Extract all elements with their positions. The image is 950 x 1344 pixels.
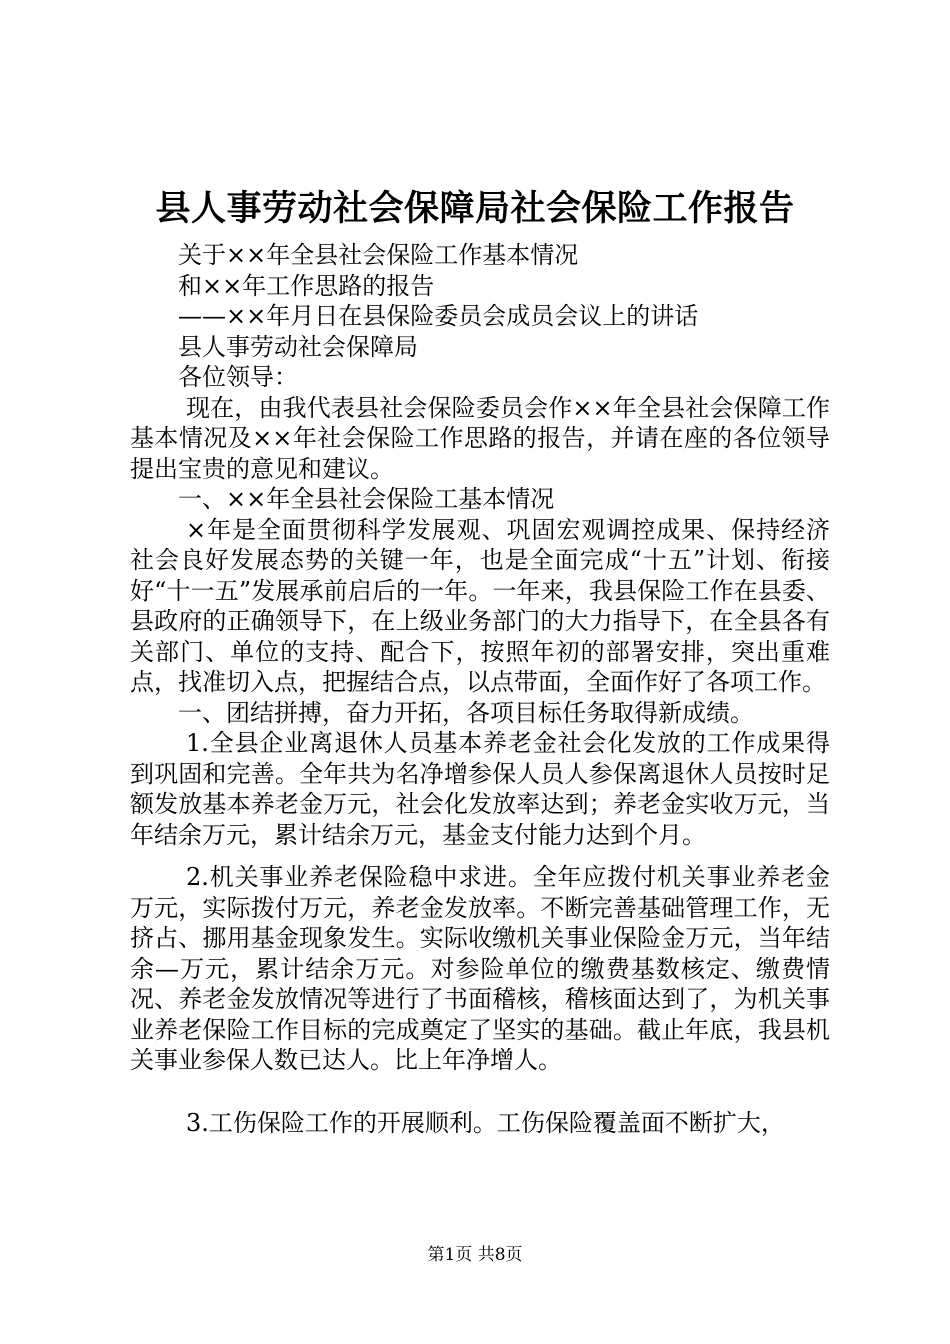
intro-paragraph: 现在，由我代表县社会保险委员会作××年全县社会保障工作基本情况及××年社会保险工作思路的报告，并请在座的各位领导提出宝贵的意见和建议。: [130, 393, 830, 483]
subsection-heading: 一、团结拼搏，奋力开拓，各项目标任务取得新成绩。: [178, 698, 754, 727]
author-organization: 县人事劳动社会保障局: [178, 332, 418, 361]
document-title: 县人事劳动社会保障局社会保险工作报告: [155, 189, 795, 229]
section-heading: 一、××年全县社会保险工基本情况: [178, 485, 555, 513]
page-footer: 第1页 共8页: [427, 1245, 523, 1265]
item-2-paragraph: 2.机关事业养老保险稳中求进。全年应拨付机关事业养老金万元，实际拨付万元，养老金发放率。不断完善基础管理工作，无挤占、挪用基金现象发生。实际收缴机关事业保险金万元，当年结余—万元，累计结余万元。对参险单位的缴费基数核定、缴费情况、养老金发放情况等进行了书面稽核，稽核面达到了，为机关事业养老保险工作目标的完成奠定了坚实的基础。截止年底，我县机关事业参保人数已达人。比上年净增人。: [130, 863, 830, 1074]
speech-occasion: ——××年月日在县保险委员会成员会议上的讲话: [178, 302, 699, 330]
salutation: 各位领导：: [178, 363, 298, 391]
report-subtitle-line-1: 关于××年全县社会保险工作基本情况: [178, 241, 579, 269]
overview-paragraph: ×年是全面贯彻科学发展观、巩固宏观调控成果、保持经济社会良好发展态势的关键一年，也是全面完成“十五”计划、衔接好“十一五”发展承前启后的一年。一年来，我县保险工作在县委、县政府的正确领导下，在上级业务部门的大力指导下，在全县各有关部门、单位的支持、配合下，按照年初的部署安排，突出重难点，找准切入点，把握结合点，以点带面，全面作好了各项工作。: [130, 515, 830, 696]
item-1-paragraph: 1.全县企业离退休人员基本养老金社会化发放的工作成果得到巩固和完善。全年共为名净增参保人员人参保离退休人员按时足额发放基本养老金万元，社会化发放率达到；养老金实收万元，当年结余万元，累计结余万元，基金支付能力达到个月。: [130, 729, 830, 849]
report-subtitle-line-2: 和××年工作思路的报告: [178, 271, 435, 300]
document-body: [130, 240, 830, 1138]
item-3-paragraph: 3.工伤保险工作的开展顺利。工伤保险覆盖面不断扩大，: [186, 1108, 785, 1137]
